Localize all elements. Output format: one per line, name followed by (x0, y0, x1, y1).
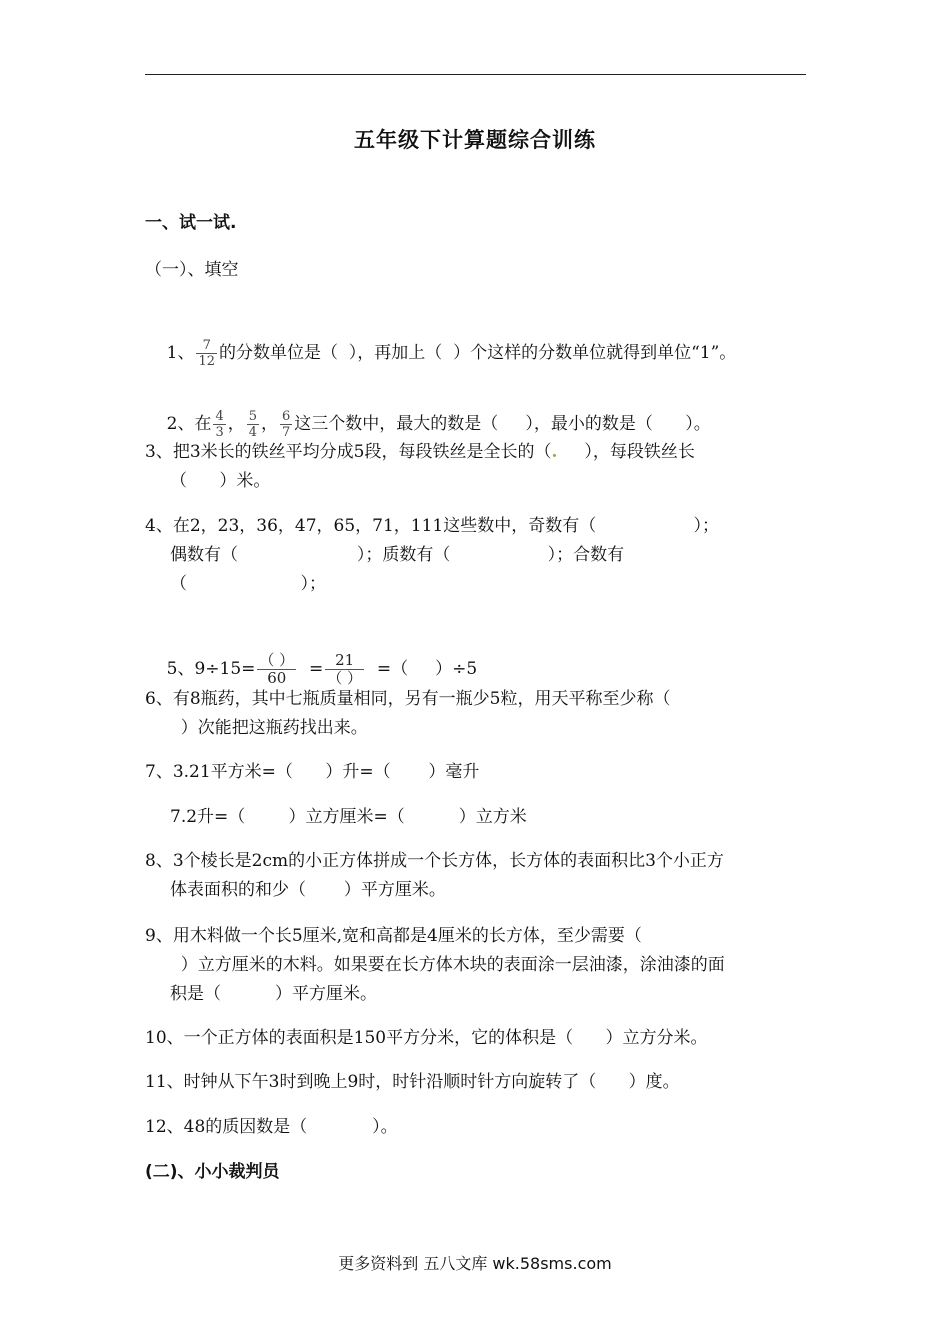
q2-text: 这三个数中，最大的数是（ ），最小的数是（ ）。 (294, 414, 711, 434)
question-6-line-2: ）次能把这瓶药找出来。 (170, 718, 368, 738)
q5-f2-numerator: 21 (325, 652, 364, 670)
question-9-line-1: 9、用木料做一个长5厘米,宽和高都是4厘米的长方体，至少需要（ (145, 926, 642, 946)
q3-text-a: 3、把3米长的铁丝平均分成5段，每段铁丝是全长的（ (145, 442, 552, 462)
question-8-line-2: 体表面积的和少（ ）平方厘米。 (170, 880, 446, 900)
q2-f3-numerator: 6 (282, 409, 291, 424)
question-4-line-1: 4、在2，23，36，47，65，71，111这些数中，奇数有（ ）； (145, 516, 720, 536)
q2-f1-denominator: 3 (215, 425, 224, 440)
question-7-line-2: 7.2升=（ ）立方厘米=（ ）立方米 (170, 807, 527, 827)
q5-equals: = (298, 659, 324, 679)
question-11: 11、时钟从下午3时到晚上9时，时针沿顺时针方向旋转了（ ）度。 (145, 1072, 680, 1092)
question-3-line-1 (145, 438, 695, 466)
q2-f2-denominator: 4 (248, 425, 258, 440)
section-heading-judge: (二)、小小裁判员 (145, 1162, 280, 1182)
question-6-line-1: 6、有8瓶药，其中七瓶质量相同，另有一瓶少5粒，用天平称至少称（ (145, 689, 671, 709)
question-9-line-2: ）立方厘米的木料。如果要在长方体木块的表面涂一层油漆，涂油漆的面 (170, 955, 725, 975)
question-10: 10、一个正方体的表面积是150平方分米，它的体积是（ ）立方分米。 (145, 1028, 708, 1048)
q2-f2-numerator: 5 (248, 409, 258, 424)
question-7-line-1: 7、3.21平方米=（ ）升=（ ）毫升 (145, 762, 480, 782)
subsection-heading-fill-blank: （一）、填空 (145, 260, 239, 280)
q2-fraction-1 (213, 409, 225, 440)
q5-f1-numerator: （ ） (259, 651, 295, 669)
question-8-line-1: 8、3个棱长是2cm的小正方体拼成一个长方体，长方体的表面积比3个小正方 (145, 851, 724, 871)
question-3-line-2: （ ）米。 (170, 471, 271, 491)
q5-text: =（ ）÷5 (366, 659, 478, 679)
q5-f1-denominator: 60 (267, 669, 287, 687)
q5-fraction-2 (325, 652, 364, 687)
q3-text-b: ），每段铁丝长 (557, 442, 695, 462)
q1-fraction (196, 338, 217, 369)
q5-f2-denominator: （ ） (327, 669, 363, 687)
question-9-line-3: 积是（ ）平方厘米。 (170, 984, 378, 1004)
q2-f3-denominator: 7 (282, 425, 291, 440)
question-4-line-3: （ ）； (170, 574, 326, 594)
q2-sep-1: ， (227, 414, 245, 434)
question-4-line-2: 偶数有（ ）；质数有（ ）；合数有 (170, 545, 625, 565)
q5-prefix: 5、9÷15= (166, 659, 256, 679)
q2-fraction-2 (247, 409, 259, 440)
q5-fraction-1 (257, 652, 296, 687)
question-12: 12、48的质因数是（ ）。 (145, 1117, 398, 1137)
q2-sep-2: ， (261, 414, 279, 434)
q2-f1-numerator: 4 (215, 409, 224, 424)
q1-text: 的分数单位是（ ），再加上（ ）个这样的分数单位就得到单位“1”。 (219, 343, 737, 363)
page-title: 五年级下计算题综合训练 (354, 128, 596, 152)
footer-watermark: 更多资料到 五八文库 wk.58sms.com (338, 1254, 612, 1273)
q3-mark: . (551, 442, 558, 462)
q1-number: 1、 (166, 343, 195, 363)
q1-fraction-denominator: 12 (198, 354, 215, 369)
section-heading-1: 一、试一试. (145, 213, 237, 233)
q1-fraction-numerator: 7 (196, 338, 217, 354)
q2-prefix: 2、在 (166, 414, 212, 434)
q2-fraction-3 (280, 409, 292, 440)
header-rule (145, 74, 806, 75)
